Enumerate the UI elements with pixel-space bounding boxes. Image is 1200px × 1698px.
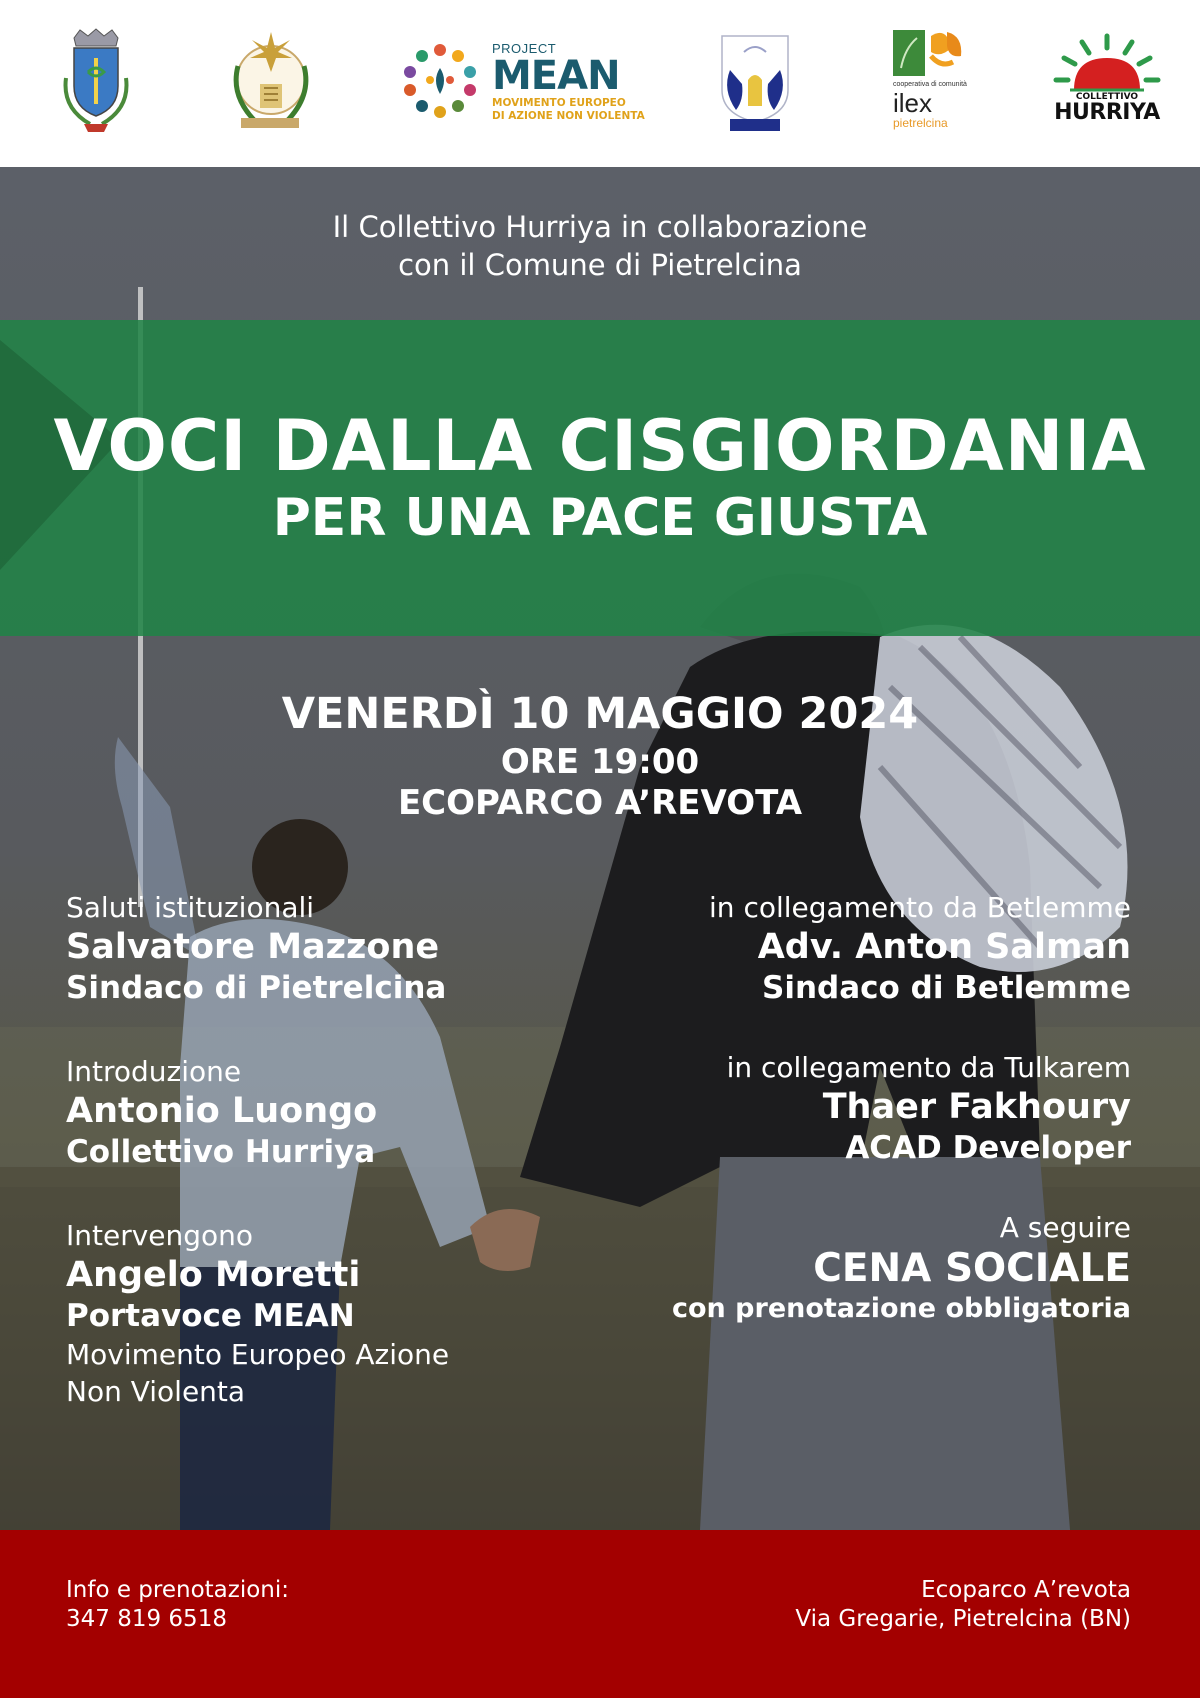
intro-text [0,208,1200,284]
event-date: VENERDÌ 10 MAGGIO 2024 [281,689,919,739]
speaker-role: Introduzione [66,1055,242,1088]
dinner-note: con prenotazione obbligatoria [672,1293,1131,1324]
ilex-title: ilex [893,88,933,118]
comune-crest-logo [60,28,132,134]
main-title: VOCI DALLA CISGIORDANIA [53,405,1147,487]
speaker-title: Portavoce MEAN [66,1298,355,1334]
speaker-extra-1: Movimento Europeo Azione [66,1338,450,1371]
speaker-name: Angelo Moretti [66,1255,361,1295]
speaker-title: Sindaco di Pietrelcina [66,970,447,1006]
ilex-leaves-icon [891,28,965,78]
event-info [0,686,1200,824]
speaker-role: in collegamento da Tulkarem [726,1051,1131,1084]
venue-name: Ecoparco A’revota [921,1577,1131,1603]
speaker-title: Sindaco di Betlemme [762,970,1131,1006]
hurriya-small-label: COLLETTIVO [1075,92,1139,102]
speaker-role: in collegamento da Betlemme [709,891,1131,924]
pro-loco-label [730,119,780,131]
hurriya-sun-icon [1052,30,1162,92]
dinner-title: CENA SOCIALE [813,1246,1131,1291]
speaker-title: Collettivo Hurriya [66,1134,376,1170]
ilex-coop-label: cooperativa di comunità [893,81,967,88]
intro-line-1: Il Collettivo Hurriya in collaborazione [332,210,868,244]
speaker-name: Adv. Anton Salman [757,927,1131,967]
mean-title: MEAN [492,53,620,99]
hurriya-logo-text [1052,93,1162,124]
seal-ribbon [241,118,299,128]
speaker-role: A seguire [999,1211,1131,1244]
footer-contact [66,1576,289,1634]
venue-address: Via Gregarie, Pietrelcina (BN) [795,1606,1131,1632]
logo-strip [0,0,1200,167]
sub-title: PER UNA PACE GIUSTA [272,488,928,548]
speaker-name: Thaer Fakhoury [822,1087,1131,1127]
speaker-block-saluti [66,890,446,1008]
speaker-block-intervengono [66,1218,449,1410]
speaker-role: Intervengono [66,1219,254,1252]
hurriya-big-label: HURRIYA [1054,100,1160,125]
footer-venue [795,1576,1131,1634]
speaker-name: Antonio Luongo [66,1091,378,1131]
mean-hands-icon [396,36,484,124]
mean-project-label: PROJECT [492,41,557,56]
ilex-town: pietrelcina [893,116,948,130]
mean-subtitle-2: DI AZIONE NON VIOLENTA [492,110,645,123]
intro-line-2: con il Comune di Pietrelcina [398,248,802,282]
mean-subtitle-1: MOVIMENTO EUROPEO [492,97,626,109]
phone-number[interactable]: 347 819 6518 [66,1606,227,1632]
speaker-block-tulkarem [727,1050,1131,1168]
speaker-title: ACAD Developer [845,1130,1131,1166]
mean-logo-text [492,42,645,122]
ilex-logo-text [893,81,967,129]
footer [0,1530,1200,1698]
speaker-block-introduzione [66,1054,377,1172]
speaker-block-cena [672,1210,1131,1326]
speaker-role: Saluti istituzionali [66,891,315,924]
speaker-block-betlemme [709,890,1131,1008]
speaker-name: Salvatore Mazzone [66,927,440,967]
info-label: Info e prenotazioni: [66,1577,290,1603]
speaker-extra-2: Non Violenta [66,1375,246,1408]
event-venue: ECOPARCO A’REVOTA [397,783,803,823]
event-time: ORE 19:00 [500,742,700,782]
